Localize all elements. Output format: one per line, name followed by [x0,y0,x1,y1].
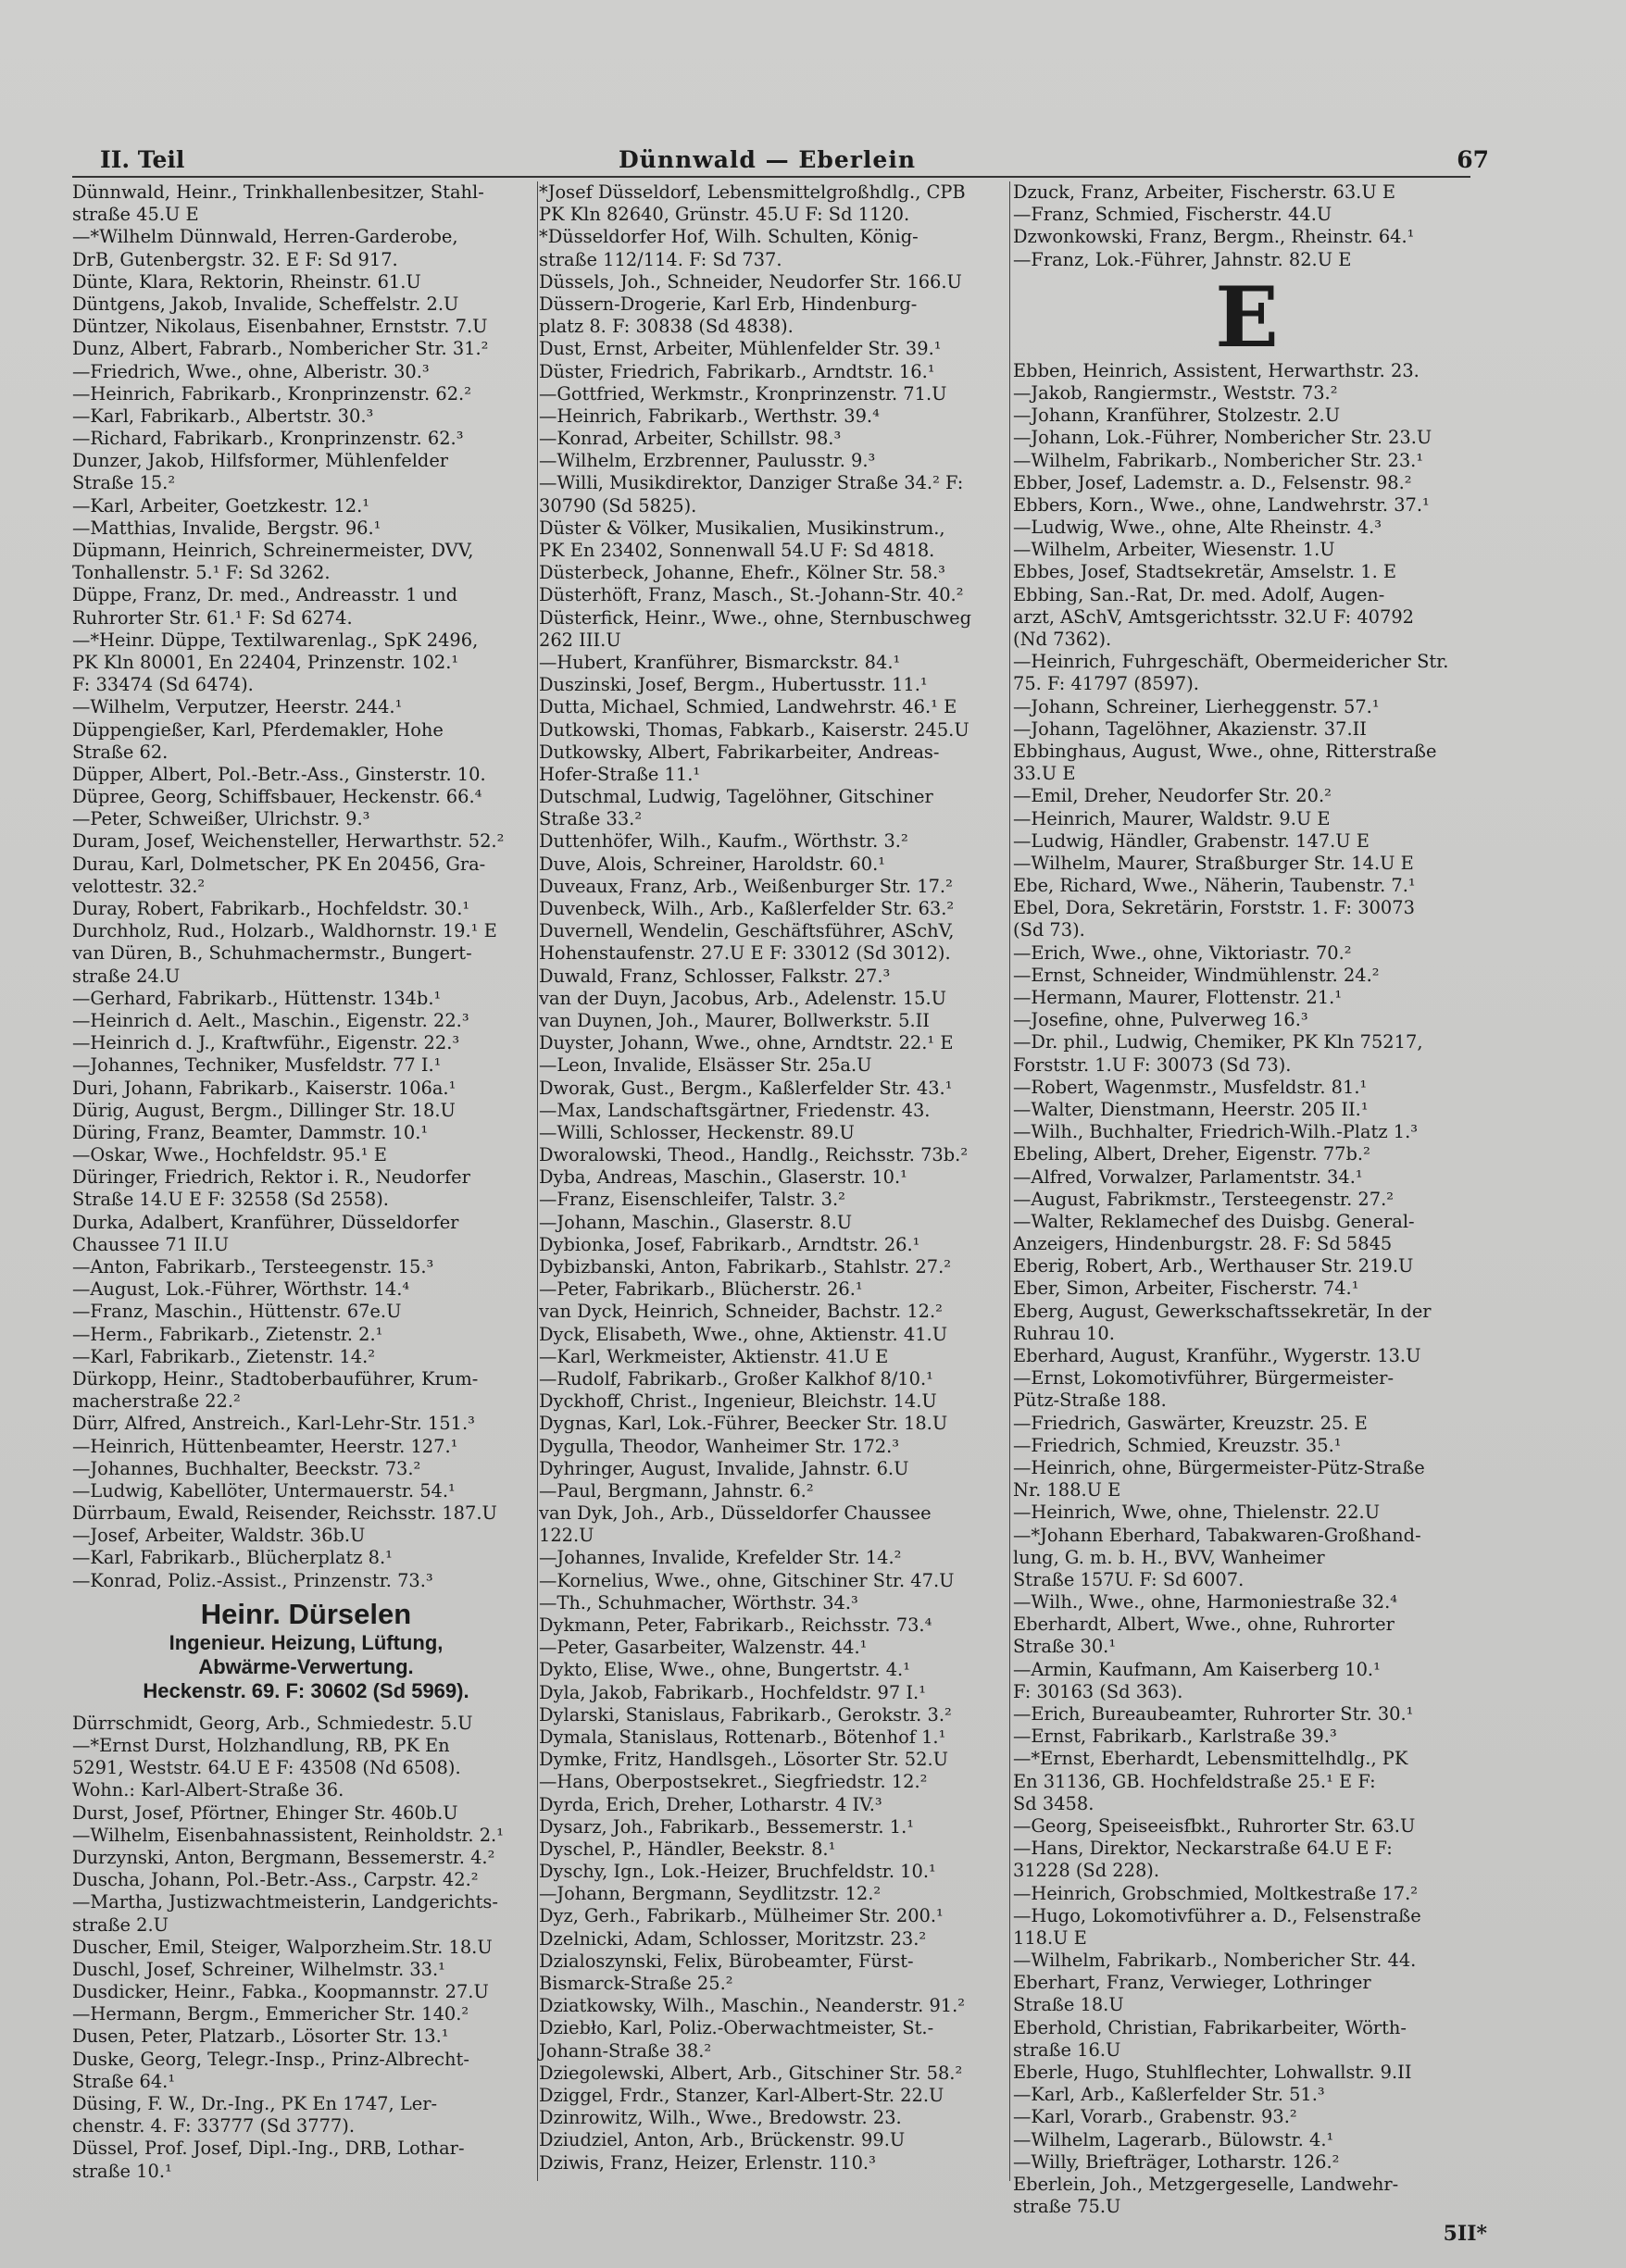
directory-entry-line: Johann-Straße 38.² [539,2039,712,2062]
directory-entry-line: Eberig, Robert, Arb., Werthauser Str. 219.U [1013,1255,1414,1277]
directory-entry-line: *Josef Düsseldorf, Lebensmittelgroßhdlg., CPB [539,181,966,203]
ad-line: Abwärme-Verwertung. [198,1654,414,1678]
directory-entry-line: —Oskar, Wwe., Hochfeldstr. 95.¹ E [72,1144,387,1166]
directory-entry-line: —Gottfried, Werkmstr., Kronprinzenstr. 71.U [539,382,947,405]
directory-entry-line: Dyckhoff, Christ., Ingenieur, Bleichstr. 14.U [539,1390,937,1413]
directory-entry-line: Duve, Alois, Schreiner, Haroldstr. 60.¹ [539,853,886,875]
directory-entry-line: Dürkopp, Heinr., Stadtoberbauführer, Krum- [72,1367,479,1389]
directory-entry-line: —Johann, Lok.-Führer, Nombericher Str. 23.U [1013,427,1432,449]
directory-entry-line: —*Ernst, Eberhardt, Lebensmittelhdlg., PK [1013,1748,1408,1770]
directory-entry-line: —Hans, Oberpostsekret., Siegfriedstr. 12.² [539,1771,928,1793]
directory-entry-line: Duyster, Johann, Wwe., ohne, Arndtstr. 22.¹ E [539,1032,954,1054]
directory-entry-line: —Peter, Schweißer, Ulrichstr. 9.³ [72,808,370,830]
directory-entry-line: Ebbes, Josef, Stadtsekretär, Amselstr. 1. E [1013,561,1397,583]
directory-entry-line: —Walter, Reklamechef des Duisbg. General- [1013,1210,1415,1232]
directory-entry-line: —Wilhelm, Maurer, Straßburger Str. 14.U E [1013,852,1414,874]
directory-entry-line: Sd 3458. [1013,1792,1094,1814]
directory-entry-line: —Johann, Schreiner, Lierheggenstr. 57.¹ [1013,695,1380,717]
directory-entry-line: straße 16.U [1013,2038,1121,2061]
directory-entry-line: chenstr. 4. F: 33777 (Sd 3777). [72,2115,355,2137]
directory-entry-line: platz 8. F: 30838 (Sd 4838). [539,316,794,338]
ad-line: Heckenstr. 69. F: 30602 (Sd 5969). [143,1678,469,1702]
directory-entry-line: —Johann, Kranführer, Stolzestr. 2.U [1013,405,1341,427]
directory-entry-line: —Wilhelm, Eisenbahnassistent, Reinholdstr. 2.¹ [72,1824,504,1846]
directory-entry-line: DrB, Gutenbergstr. 32. E F: Sd 917. [72,248,398,270]
directory-entry-line: Dyhringer, August, Invalide, Jahnstr. 6.U [539,1457,909,1479]
directory-entry-line: Dymke, Fritz, Handlsgeh., Lösorter Str. 52.U [539,1749,948,1771]
directory-entry-line: —Konrad, Arbeiter, Schillstr. 98.³ [539,428,842,450]
directory-entry-line: Dygulla, Theodor, Wanheimer Str. 172.³ [539,1435,900,1457]
directory-entry-line: —Ernst, Fabrikarb., Karlstraße 39.³ [1013,1726,1337,1748]
directory-entry-line: —Franz, Lok.-Führer, Jahnstr. 82.U E [1013,248,1352,270]
directory-entry-line: Duray, Robert, Fabrikarb., Hochfeldstr. 30.¹ [72,898,470,919]
column-3-entries-b [1013,360,1481,2219]
directory-entry-line: Dust, Ernst, Arbeiter, Mühlenfelder Str. 39.¹ [539,338,942,360]
directory-entry-line: Durchholz, Rud., Holzarb., Waldhornstr. 19.¹ E [72,920,497,942]
directory-entry-line: Dworak, Gust., Bergm., Kaßlerfelder Str. 43.¹ [539,1077,953,1099]
directory-entry-line: —Richard, Fabrikarb., Kronprinzenstr. 62.³ [72,428,464,450]
directory-entry-line: Düssels, Joh., Schneider, Neudorfer Str. 166.U [539,270,962,293]
directory-entry-line: Dziatkowsky, Wilh., Maschin., Neanderstr. 91.² [539,1995,966,2017]
directory-entry-line: —*Heinr. Düppe, Textilwarenlag., SpK 2496, [72,629,479,651]
directory-entry-line: Eberhard, August, Kranführ., Wygerstr. 13.U [1013,1345,1421,1366]
directory-entry-line: —August, Fabrikmstr., Tersteegenstr. 27.² [1013,1188,1395,1210]
advertisement [72,1598,540,1703]
directory-entry-line: —Paul, Bergmann, Jahnstr. 6.² [539,1479,814,1502]
directory-entry-line: Durst, Josef, Pförtner, Ehinger Str. 460b.U [72,1801,458,1824]
directory-entry-line: —Wilhelm, Lagerarb., Bülowstr. 4.¹ [1013,2128,1334,2150]
directory-entry-line: Düpper, Albert, Pol.-Betr.-Ass., Ginsterstr. 10. [72,763,486,785]
directory-entry-line: Dusen, Peter, Platzarb., Lösorter Str. 13.¹ [72,2025,449,2048]
directory-entry-line: Straße 64.¹ [72,2070,176,2092]
directory-entry-line: lung, G. m. b. H., BVV, Wanheimer [1013,1546,1325,1568]
header-rule [72,176,1470,178]
directory-entry-line: —Gerhard, Fabrikarb., Hüttenstr. 134b.¹ [72,987,442,1009]
directory-entry-line: —Friedrich, Wwe., ohne, Alberistr. 30.³ [72,360,430,382]
directory-entry-line: —Georg, Speiseeisfbkt., Ruhrorter Str. 63.U [1013,1814,1416,1837]
directory-entry-line: —Wilh., Wwe., ohne, Harmoniestraße 32.⁴ [1013,1591,1398,1614]
directory-entry-line: Düsterfick, Heinr., Wwe., ohne, Sternbuschweg [539,606,972,629]
directory-entry-line: PK Kln 82640, Grünstr. 45.U F: Sd 1120. [539,204,910,226]
directory-entry-line: Straße 157U. F: Sd 6007. [1013,1568,1245,1590]
directory-entry-line: Dziwis, Franz, Heizer, Erlenstr. 110.³ [539,2151,876,2174]
section-letter: E [1215,268,1279,367]
directory-entry-line: —Leon, Invalide, Elsässer Str. 25a.U [539,1054,872,1077]
directory-entry-line: Düpmann, Heinrich, Schreinermeister, DVV, [72,540,474,561]
directory-entry-line: —Dr. phil., Ludwig, Chemiker, PK Kln 75217, [1013,1031,1423,1053]
directory-entry-line: 31228 (Sd 228). [1013,1860,1160,1882]
directory-entry-line: —Wilhelm, Fabrikarb., Nombericher Str. 44. [1013,1950,1417,1972]
directory-entry-line: 33.U E [1013,763,1076,785]
directory-entry-line: arzt, ASchV, Amtsgerichtsstr. 32.U F: 40792 [1013,605,1415,628]
ad-line: Ingenieur. Heizung, Lüftung, [169,1630,444,1654]
directory-entry-line: Dziudziel, Anton, Arb., Brückenstr. 99.U [539,2129,906,2151]
directory-entry-line: —Alfred, Vorwalzer, Parlamentstr. 34.¹ [1013,1165,1363,1188]
directory-entry-line: Duram, Josef, Weichensteller, Herwarthstr. 52.² [72,830,505,853]
directory-entry-line: Dzuck, Franz, Arbeiter, Fischerstr. 63.U E [1013,181,1396,203]
directory-entry-line: —Franz, Schmied, Fischerstr. 44.U [1013,204,1332,226]
directory-entry-line: —Konrad, Poliz.-Assist., Prinzenstr. 73.³ [72,1569,433,1591]
directory-entry-line: Straße 18.U [1013,1994,1124,2016]
directory-entry-line: Hofer-Straße 11.¹ [539,763,701,785]
directory-entry-line: —Johann, Bergmann, Seydlitzstr. 12.² [539,1883,882,1905]
directory-entry-line: Ebel, Dora, Sekretärin, Forststr. 1. F: 30073 [1013,897,1415,919]
directory-entry-line: Dusdicker, Heinr., Fabka., Koopmannstr. 27.U [72,1981,489,2003]
directory-entry-line: Ebe, Richard, Wwe., Näherin, Taubenstr. 7.¹ [1013,875,1416,897]
directory-entry-line: Ebeling, Albert, Dreher, Eigenstr. 77b.² [1013,1143,1370,1165]
directory-entry-line: Düssern-Drogerie, Karl Erb, Hindenburg- [539,293,918,315]
directory-entry-line: —*Wilhelm Dünnwald, Herren-Garderobe, [72,226,458,248]
directory-entry-line: Dutschmal, Ludwig, Tagelöhner, Gitschiner [539,786,933,808]
directory-entry-line: —Johann, Maschin., Glaserstr. 8.U [539,1211,853,1233]
directory-entry-line: Dziegolewski, Albert, Arb., Gitschiner Str. 58.² [539,2062,963,2084]
directory-entry-line: Ebbinghaus, August, Wwe., ohne, Ritterstraße [1013,740,1437,762]
directory-entry-line: —Max, Landschaftsgärtner, Friedenstr. 43. [539,1099,931,1121]
directory-entry-line: Ruhrau 10. [1013,1322,1115,1344]
directory-entry-line: Dybizbanski, Anton, Fabrikarb., Stahlstr. 27.² [539,1256,952,1277]
directory-entry-line: En 31136, GB. Hochfeldstraße 25.¹ E F: [1013,1770,1376,1792]
directory-entry-line: *Düsseldorfer Hof, Wilh. Schulten, König- [539,226,919,248]
directory-entry-line: Dziebło, Karl, Poliz.-Oberwachtmeister, St.- [539,2017,934,2039]
directory-entry-line: —Heinrich, Grobschmied, Moltkestraße 17.² [1013,1882,1419,1904]
directory-entry-line: Forststr. 1.U F: 30073 (Sd 73). [1013,1053,1292,1076]
directory-entry-line: Düntzer, Nikolaus, Eisenbahner, Ernststr. 7.U [72,316,488,338]
directory-entry-line: Ebber, Josef, Lademstr. a. D., Felsenstr. 98.² [1013,471,1412,493]
directory-entry-line: —Robert, Wagenmstr., Musfeldstr. 81.¹ [1013,1076,1368,1098]
directory-entry-line: —Hugo, Lokomotivführer a. D., Felsenstraße [1013,1904,1421,1926]
directory-entry-line: —Hubert, Kranführer, Bismarckstr. 84.¹ [539,651,901,673]
directory-entry-line: —Rudolf, Fabrikarb., Großer Kalkhof 8/10.¹ [539,1367,933,1389]
column-1-entries-b [72,1713,540,2183]
directory-entry-line: —Heinrich, Fuhrgeschäft, Obermeidericher Str. [1013,651,1449,673]
directory-entry-line: —Karl, Fabrikarb., Albertstr. 30.³ [72,405,374,427]
directory-entry-line: Dzelnicki, Adam, Schlosser, Moritzstr. 23.² [539,1927,927,1950]
directory-entry-line: —Johannes, Buchhalter, Beeckstr. 73.² [72,1457,421,1479]
directory-entry-line: Dzwonkowski, Franz, Bergm., Rheinstr. 64.¹ [1013,226,1415,248]
directory-entry-line: Dybionka, Josef, Fabrikarb., Arndtstr. 26.¹ [539,1233,920,1255]
directory-entry-line: macherstraße 22.² [72,1390,241,1413]
directory-entry-line: Dykmann, Peter, Fabrikarb., Reichsstr. 73.⁴ [539,1614,932,1636]
directory-entry-line: —Hans, Direktor, Neckarstraße 64.U E F: [1013,1838,1393,1860]
directory-entry-line: Straße 14.U E F: 32558 (Sd 2558). [72,1189,389,1211]
directory-entry-line: —Franz, Maschin., Hüttenstr. 67e.U [72,1301,402,1323]
directory-entry-line: —Ludwig, Wwe., ohne, Alte Rheinstr. 4.³ [1013,517,1382,539]
directory-entry-line: Düster & Völker, Musikalien, Musikinstrum., [539,517,945,539]
directory-entry-line: Eberle, Hugo, Stuhlflechter, Lohwallstr. 9.II [1013,2062,1412,2083]
directory-entry-line: Straße 62. [72,741,169,763]
page-header [100,146,1489,183]
directory-entry-line: Dyz, Gerh., Fabrikarb., Mülheimer Str. 200.¹ [539,1905,944,1927]
directory-entry-line: —Wilhelm, Verputzer, Heerstr. 244.¹ [72,696,403,718]
directory-entry-line: Eberg, August, Gewerkschaftssekretär, In der [1013,1300,1432,1322]
directory-entry-line: Duttenhöfer, Wilh., Kaufm., Wörthstr. 3.² [539,830,908,853]
column-3 [1013,181,1481,2218]
directory-entry-line: —Hermann, Maurer, Flottenstr. 21.¹ [1013,987,1343,1008]
directory-entry-line: —Heinrich, Hüttenbeamter, Heerstr. 127.¹ [72,1435,458,1457]
directory-entry-line: —Jakob, Rangiermstr., Weststr. 73.² [1013,381,1338,404]
directory-entry-line: —Heinrich, ohne, Bürgermeister-Pütz-Straße [1013,1456,1425,1478]
directory-entry-line: —*Ernst Durst, Holzhandlung, RB, PK En [72,1735,450,1756]
directory-entry-line: van Düren, B., Schuhmachermstr., Bungert- [72,942,472,965]
directory-entry-line: Dünnwald, Heinr., Trinkhallenbesitzer, Stahl- [72,181,484,203]
directory-entry-line: Eberhart, Franz, Verwieger, Lothringer [1013,1972,1371,1994]
directory-entry-line: F: 30163 (Sd 363). [1013,1680,1183,1702]
directory-entry-line: —Johannes, Techniker, Musfeldstr. 77 I.¹ [72,1054,442,1077]
directory-entry-line: —Walter, Dienstmann, Heerstr. 205 II.¹ [1013,1098,1369,1120]
directory-entry-line: —Erich, Bureaubeamter, Ruhrorter Str. 30.¹ [1013,1703,1414,1725]
directory-entry-line: straße 45.U E [72,204,199,226]
column-divider [1009,181,1010,2181]
directory-entry-line: velottestr. 32.² [72,875,206,897]
directory-entry-line: Eber, Simon, Arbeiter, Fischerstr. 74.¹ [1013,1277,1359,1300]
directory-entry-line: Düringer, Friedrich, Rektor i. R., Neudorfer [72,1166,470,1189]
directory-entry-line: —Heinrich d. Aelt., Maschin., Eigenstr. 22.³ [72,1009,469,1031]
directory-entry-line: —Herm., Fabrikarb., Zietenstr. 2.¹ [72,1323,383,1345]
directory-entry-line: —Anton, Fabrikarb., Tersteegenstr. 15.³ [72,1256,434,1277]
directory-entry-line: Duske, Georg, Telegr.-Insp., Prinz-Albrecht- [72,2048,469,2070]
directory-entry-line: Duvernell, Wendelin, Geschäftsführer, ASchV, [539,920,955,942]
directory-entry-line: Durzynski, Anton, Bergmann, Bessemerstr. 4.² [72,1846,495,1868]
directory-entry-line: —Ernst, Lokomotivführer, Bürgermeister- [1013,1367,1394,1389]
directory-entry-line: van Duynen, Joh., Maurer, Bollwerkstr. 5.II [539,1009,930,1031]
directory-entry-line: —Franz, Eisenschleifer, Talstr. 3.² [539,1189,845,1211]
directory-entry-line: —Kornelius, Wwe., ohne, Gitschiner Str. 47.U [539,1569,955,1591]
directory-entry-line: Ebben, Heinrich, Assistent, Herwarthstr. 23. [1013,359,1420,381]
directory-entry-line: —Emil, Dreher, Neudorfer Str. 20.² [1013,785,1332,807]
directory-entry-line: —Wilhelm, Fabrikarb., Nombericher Str. 23.¹ [1013,449,1424,471]
directory-entry-line: —Friedrich, Gaswärter, Kreuzstr. 25. E [1013,1412,1368,1434]
directory-entry-line: —Karl, Fabrikarb., Blücherplatz 8.¹ [72,1547,393,1569]
directory-entry-line: 5291, Weststr. 64.U E F: 43508 (Nd 6508). [72,1757,461,1779]
directory-entry-line: Dutkowsky, Albert, Fabrikarbeiter, Andreas- [539,741,940,763]
directory-entry-line: Dürr, Alfred, Anstreich., Karl-Lehr-Str. 151.³ [72,1413,475,1435]
directory-entry-line: —Friedrich, Schmied, Kreuzstr. 35.¹ [1013,1434,1342,1456]
directory-entry-line: Dyck, Elisabeth, Wwe., ohne, Aktienstr. 41.U [539,1323,948,1345]
directory-entry-line: Duscha, Johann, Pol.-Betr.-Ass., Carpstr. 42.² [72,1869,479,1891]
directory-entry-line: Dziggel, Frdr., Stanzer, Karl-Albert-Str. 22.U [539,2084,944,2106]
directory-entry-line: Dunzer, Jakob, Hilfsformer, Mühlenfelder [72,450,449,472]
directory-entry-line: Durka, Adalbert, Kranführer, Düsseldorfer [72,1211,459,1233]
directory-entry-line: van der Duyn, Jacobus, Arb., Adelenstr. 15.U [539,987,946,1009]
directory-entry-line: —Matthias, Invalide, Bergstr. 96.¹ [72,517,381,539]
directory-entry-line: —Armin, Kaufmann, Am Kaiserberg 10.¹ [1013,1658,1381,1680]
directory-entry-line: Dykto, Elise, Wwe., ohne, Bungertstr. 4.¹ [539,1659,910,1681]
directory-entry-line: Dürrbaum, Ewald, Reisender, Reichsstr. 187.U [72,1502,497,1525]
directory-entry-line: 262 III.U [539,629,621,651]
directory-entry-line: Dutta, Michael, Schmied, Landwehrstr. 46.¹ E [539,696,957,718]
column-1 [72,181,540,2199]
directory-entry-line: Dürig, August, Bergm., Dillinger Str. 18.U [72,1099,456,1121]
directory-entry-line: Eberhardt, Albert, Wwe., ohne, Ruhrorter [1013,1614,1395,1636]
directory-entry-line: Düntgens, Jakob, Invalide, Scheffelstr. 2.U [72,293,459,315]
directory-entry-line: straße 10.¹ [72,2160,172,2182]
directory-entry-line: van Dyck, Heinrich, Schneider, Bachstr. 12.² [539,1301,943,1323]
column-2-entries [539,181,1007,2175]
directory-entry-line: Ruhrorter Str. 61.¹ F: Sd 6274. [72,606,353,629]
directory-entry-line: Hohenstaufenstr. 27.U E F: 33012 (Sd 3012). [539,942,951,965]
directory-entry-line: Dunz, Albert, Fabrarb., Nombericher Str. 31.² [72,338,489,360]
directory-entry-line: (Sd 73). [1013,919,1085,941]
directory-entry-line: Straße 30.¹ [1013,1636,1117,1658]
directory-entry-line: —Karl, Arb., Kaßlerfelder Str. 51.³ [1013,2084,1325,2106]
directory-entry-line: Dzialoszynski, Felix, Bürobeamter, Fürst- [539,1950,914,1972]
directory-entry-line: —Heinrich, Fabrikarb., Kronprinzenstr. 62.² [72,382,471,405]
directory-entry-line: —Willi, Musikdirektor, Danziger Straße 34.² F: [539,472,964,494]
directory-entry-line: Duveaux, Franz, Arb., Weißenburger Str. 17.² [539,875,953,897]
directory-entry-line: Eberlein, Joh., Metzgergeselle, Landwehr- [1013,2173,1399,2195]
directory-entry-line: —Hermann, Bergm., Emmericher Str. 140.² [72,2003,469,2025]
directory-entry-line: —Peter, Fabrikarb., Blücherstr. 26.¹ [539,1278,863,1301]
directory-entry-line: Duszinski, Josef, Bergm., Hubertusstr. 11.¹ [539,674,928,696]
directory-entry-line: —Peter, Gasarbeiter, Walzenstr. 44.¹ [539,1637,868,1659]
directory-entry-line: Düsterbeck, Johanne, Ehefr., Kölner Str. 58.³ [539,562,945,584]
directory-entry-line: Eberhold, Christian, Fabrikarbeiter, Wörth- [1013,2016,1407,2038]
directory-entry-line: Düssel, Prof. Josef, Dipl.-Ing., DRB, Lothar- [72,2137,465,2160]
directory-entry-line: straße 112/114. F: Sd 737. [539,248,782,270]
directory-entry-line: —Erich, Wwe., ohne, Viktoriastr. 70.² [1013,941,1352,964]
directory-entry-line: Dylarski, Stanislaus, Fabrikarb., Gerokstr. 3.² [539,1703,952,1726]
ad-title: Heinr. Dürselen [200,1597,412,1630]
directory-entry-line: —Willi, Schlosser, Heckenstr. 89.U [539,1121,855,1143]
directory-entry-line: —Heinrich, Fabrikarb., Werthstr. 39.⁴ [539,405,880,427]
directory-entry-line: Ebbers, Korn., Wwe., ohne, Landwehrstr. 37.¹ [1013,493,1430,516]
directory-entry-line: Dürrschmidt, Georg, Arb., Schmiedestr. 5.U [72,1712,473,1734]
directory-entry-line: (Nd 7362). [1013,629,1112,650]
directory-entry-line: straße 24.U [72,965,181,987]
directory-entry-line: —Ludwig, Händler, Grabenstr. 147.U E [1013,829,1370,852]
directory-entry-line: Düster, Friedrich, Fabrikarb., Arndtstr. 16.¹ [539,360,935,382]
directory-entry-line: Dyschy, Ign., Lok.-Heizer, Bruchfeldstr. 10.¹ [539,1861,936,1883]
directory-entry-line: Düsing, F. W., Dr.-Ing., PK En 1747, Ler- [72,2093,438,2114]
directory-entry-line: —Martha, Justizwachtmeisterin, Landgerichts- [72,1891,498,1913]
directory-entry-line: —Karl, Fabrikarb., Zietenstr. 14.² [72,1345,376,1367]
directory-entry-line: Dzinrowitz, Wilh., Wwe., Bredowstr. 23. [539,2107,902,2129]
directory-entry-line: —Heinrich, Wwe, ohne, Thielenstr. 22.U [1013,1502,1381,1524]
directory-entry-line: —Wilhelm, Erzbrenner, Paulusstr. 9.³ [539,450,876,472]
directory-entry-line: 118.U E [1013,1926,1087,1949]
directory-entry-line: —Karl, Vorarb., Grabenstr. 93.² [1013,2106,1297,2128]
directory-entry-line: Dyschel, P., Händler, Beekstr. 8.¹ [539,1838,836,1860]
directory-entry-line: Dworalowski, Theod., Handlg., Reichsstr. 73b.² [539,1144,969,1166]
directory-entry-line: —Willy, Briefträger, Lotharstr. 126.² [1013,2150,1340,2173]
directory-entry-line: Wohn.: Karl-Albert-Straße 36. [72,1779,344,1801]
directory-entry-line: Nr. 188.U E [1013,1479,1121,1502]
directory-entry-line: Dünte, Klara, Rektorin, Rheinstr. 61.U [72,270,421,293]
directory-entry-line: Bismarck-Straße 25.² [539,1973,733,1994]
directory-entry-line: Dutkowski, Thomas, Fabkarb., Kaiserstr. 245.U [539,718,969,741]
directory-entry-line: —Ernst, Schneider, Windmühlenstr. 24.² [1013,964,1380,986]
directory-entry-line: Düsterhöft, Franz, Masch., St.-Johann-Str. 40.² [539,584,964,606]
directory-entry-line: PK Kln 80001, En 22404, Prinzenstr. 102.¹ [72,651,459,673]
directory-entry-line: —August, Lok.-Führer, Wörthstr. 14.⁴ [72,1278,410,1301]
directory-entry-line: 75. F: 41797 (8597). [1013,673,1199,695]
directory-entry-line: Tonhallenstr. 5.¹ F: Sd 3262. [72,562,331,584]
directory-entry-line: Dysarz, Joh., Fabrikarb., Bessemerstr. 1.¹ [539,1815,915,1838]
directory-entry-line: Duvenbeck, Wilh., Arb., Kaßlerfelder Str. 63.² [539,898,955,919]
directory-entry-line: Dyba, Andreas, Maschin., Glaserstr. 10.¹ [539,1166,907,1189]
column-2 [539,181,1007,2199]
signature-mark: 5II* [1443,2222,1487,2246]
directory-entry-line: —Karl, Arbeiter, Goetzkestr. 12.¹ [72,494,370,517]
directory-entry-line: Dymala, Stanislaus, Rottenarb., Bötenhof 1.¹ [539,1726,946,1748]
directory-entry-line: —Karl, Werkmeister, Aktienstr. 41.U E [539,1345,889,1367]
directory-entry-line: —Wilh., Buchhalter, Friedrich-Wilh.-Platz 1.³ [1013,1121,1419,1143]
directory-entry-line: —Heinrich, Maurer, Waldstr. 9.U E [1013,807,1331,829]
directory-entry-line: —Josef, Arbeiter, Waldstr. 36b.U [72,1525,366,1547]
directory-entry-line: —Ludwig, Kabellöter, Untermauerstr. 54.¹ [72,1479,456,1502]
directory-entry-line: Dyrda, Erich, Dreher, Lotharstr. 4 IV.³ [539,1793,882,1815]
directory-entry-line: F: 33474 (Sd 6474). [72,674,254,696]
directory-entry-line: Chaussee 71 II.U [72,1233,230,1255]
directory-entry-line: 122.U [539,1525,594,1547]
directory-entry-line: —Josefine, ohne, Pulverweg 16.³ [1013,1009,1308,1031]
directory-entry-line: Düpree, Georg, Schiffsbauer, Heckenstr. 66.⁴ [72,786,482,808]
directory-entry-line: —Johannes, Invalide, Krefelder Str. 14.² [539,1547,902,1569]
directory-entry-line: Straße 33.² [539,808,643,830]
directory-entry-line: 30790 (Sd 5825). [539,494,697,517]
column-1-entries [72,181,540,1592]
directory-entry-line: —*Johann Eberhard, Tabakwaren-Großhand- [1013,1524,1421,1546]
directory-entry-line: —Wilhelm, Arbeiter, Wiesenstr. 1.U [1013,539,1335,561]
directory-entry-line: Pütz-Straße 188. [1013,1389,1167,1412]
directory-entry-line: Ebbing, San.-Rat, Dr. med. Adolf, Augen- [1013,583,1385,605]
column-3-entries-a [1013,181,1481,271]
directory-entry-line: straße 2.U [72,1913,169,1936]
directory-entry-line: straße 75.U [1013,2196,1121,2218]
directory-entry-line: Duri, Johann, Fabrikarb., Kaiserstr. 106a.¹ [72,1077,457,1099]
page-number: 67 [1457,146,1489,173]
directory-entry-line: —Johann, Tagelöhner, Akazienstr. 37.II [1013,717,1367,740]
directory-entry-line: Düring, Franz, Beamter, Dammstr. 10.¹ [72,1121,429,1143]
header-range: Dünnwald — Eberlein [619,146,917,173]
header-section: II. Teil [100,146,185,173]
directory-entry-line: Dygnas, Karl, Lok.-Führer, Beecker Str. 18.U [539,1413,948,1435]
directory-entry-line: Düppe, Franz, Dr. med., Andreasstr. 1 und [72,584,458,606]
directory-entry-line: Anzeigers, Hindenburgstr. 28. F: Sd 5845 [1013,1233,1393,1255]
directory-entry-line: PK En 23402, Sonnenwall 54.U F: Sd 4818. [539,540,935,561]
directory-entry-line: Dyla, Jakob, Fabrikarb., Hochfeldstr. 97 I.¹ [539,1681,926,1703]
directory-entry-line: Duwald, Franz, Schlosser, Falkstr. 27.³ [539,965,891,987]
directory-entry-line: Duschl, Josef, Schreiner, Wilhelmstr. 33.¹ [72,1958,445,1980]
directory-entry-line: Durau, Karl, Dolmetscher, PK En 20456, Gra- [72,853,486,875]
directory-entry-line: Straße 15.² [72,472,176,494]
directory-entry-line: —Th., Schuhmacher, Wörthstr. 34.³ [539,1591,858,1614]
directory-entry-line: —Heinrich d. J., Kraftwführ., Eigenstr. 22.³ [72,1032,460,1054]
directory-entry-line: Düppengießer, Karl, Pferdemakler, Hohe [72,718,444,741]
directory-entry-line: Duscher, Emil, Steiger, Walporzheim.Str. 18.U [72,1936,493,1958]
directory-entry-line: van Dyk, Joh., Arb., Düsseldorfer Chaussee [539,1502,932,1525]
